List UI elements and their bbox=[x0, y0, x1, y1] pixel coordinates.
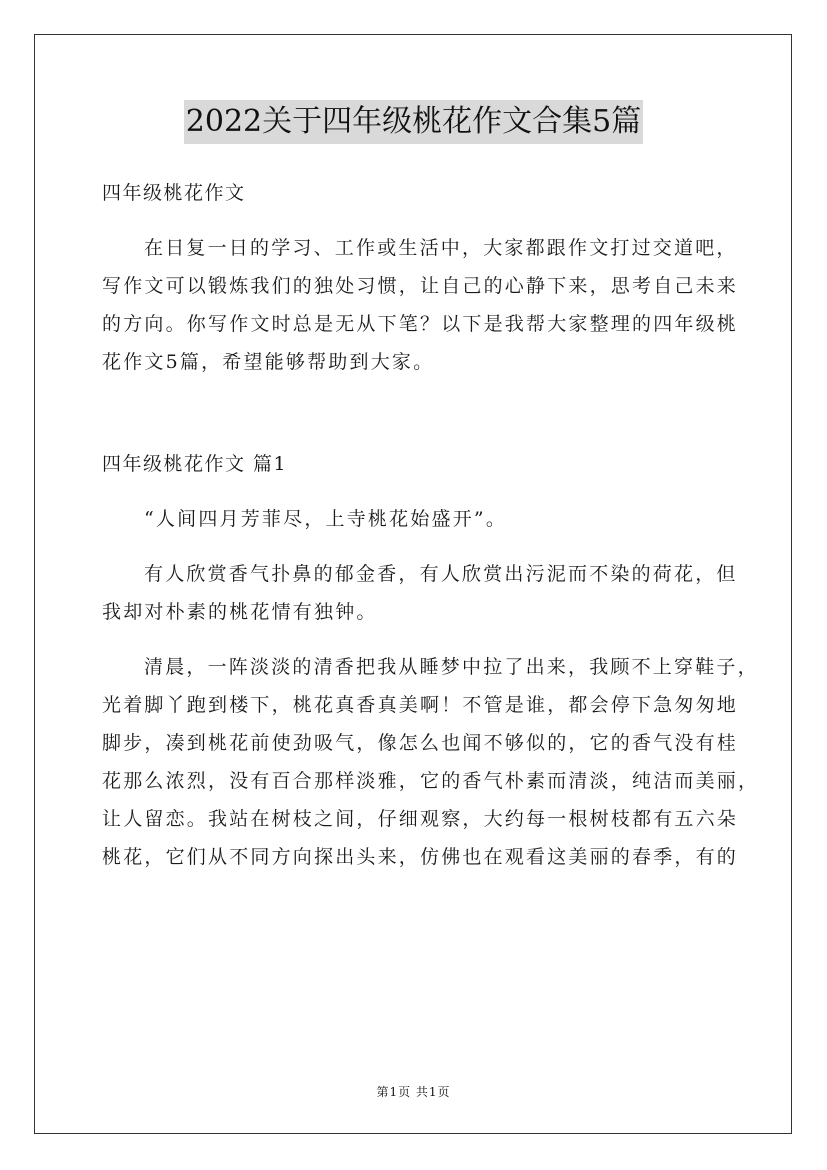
title-container bbox=[0, 100, 827, 144]
intro-line: 在日复一日的学习、工作或生活中，大家都跟作文打过交道吧， bbox=[144, 237, 738, 259]
paragraph-line: 清晨，一阵淡淡的清香把我从睡梦中拉了出来，我顾不上穿鞋子， bbox=[144, 656, 759, 678]
poem-line: “人间四月芳菲尽，上寺桃花始盛开”。 bbox=[144, 508, 508, 530]
intro-line: 花作文5篇，希望能够帮助到大家。 bbox=[102, 351, 435, 373]
paragraph-line: 有人欣赏香气扑鼻的郁金香，有人欣赏出污泥而不染的荷花，但 bbox=[144, 563, 738, 585]
intro-heading: 四年级桃花作文 bbox=[102, 182, 246, 204]
paragraph-line: 花那么浓烈，没有百合那样淡雅，它的香气朴素而清淡，纯洁而美丽， bbox=[102, 770, 760, 792]
document-body bbox=[102, 174, 760, 876]
page-footer: 第1页 共1页 bbox=[376, 1085, 451, 1099]
paragraph-line: 脚步，凑到桃花前使劲吸气，像怎么也闻不够似的，它的香气没有桂 bbox=[102, 732, 739, 754]
document-title: 2022关于四年级桃花作文合集5篇 bbox=[184, 100, 643, 144]
paragraph-line: 我却对朴素的桃花情有独钟。 bbox=[102, 601, 378, 623]
section-heading: 四年级桃花作文 篇1 bbox=[102, 453, 288, 475]
paragraph-line: 光着脚丫跑到楼下，桃花真香真美啊！不管是谁，都会停下急匆匆地 bbox=[102, 694, 739, 716]
paragraph-line: 让人留恋。我站在树枝之间，仔细观察，大约每一根树枝都有五六朵 bbox=[102, 808, 739, 830]
intro-line: 的方向。你写作文时总是无从下笔？以下是我帮大家整理的四年级桃 bbox=[102, 313, 739, 335]
paragraph-line: 桃花，它们从不同方向探出头来，仿佛也在观看这美丽的春季，有的 bbox=[102, 846, 739, 868]
intro-line: 写作文可以锻炼我们的独处习惯，让自己的心静下来，思考自己未来 bbox=[102, 275, 739, 297]
